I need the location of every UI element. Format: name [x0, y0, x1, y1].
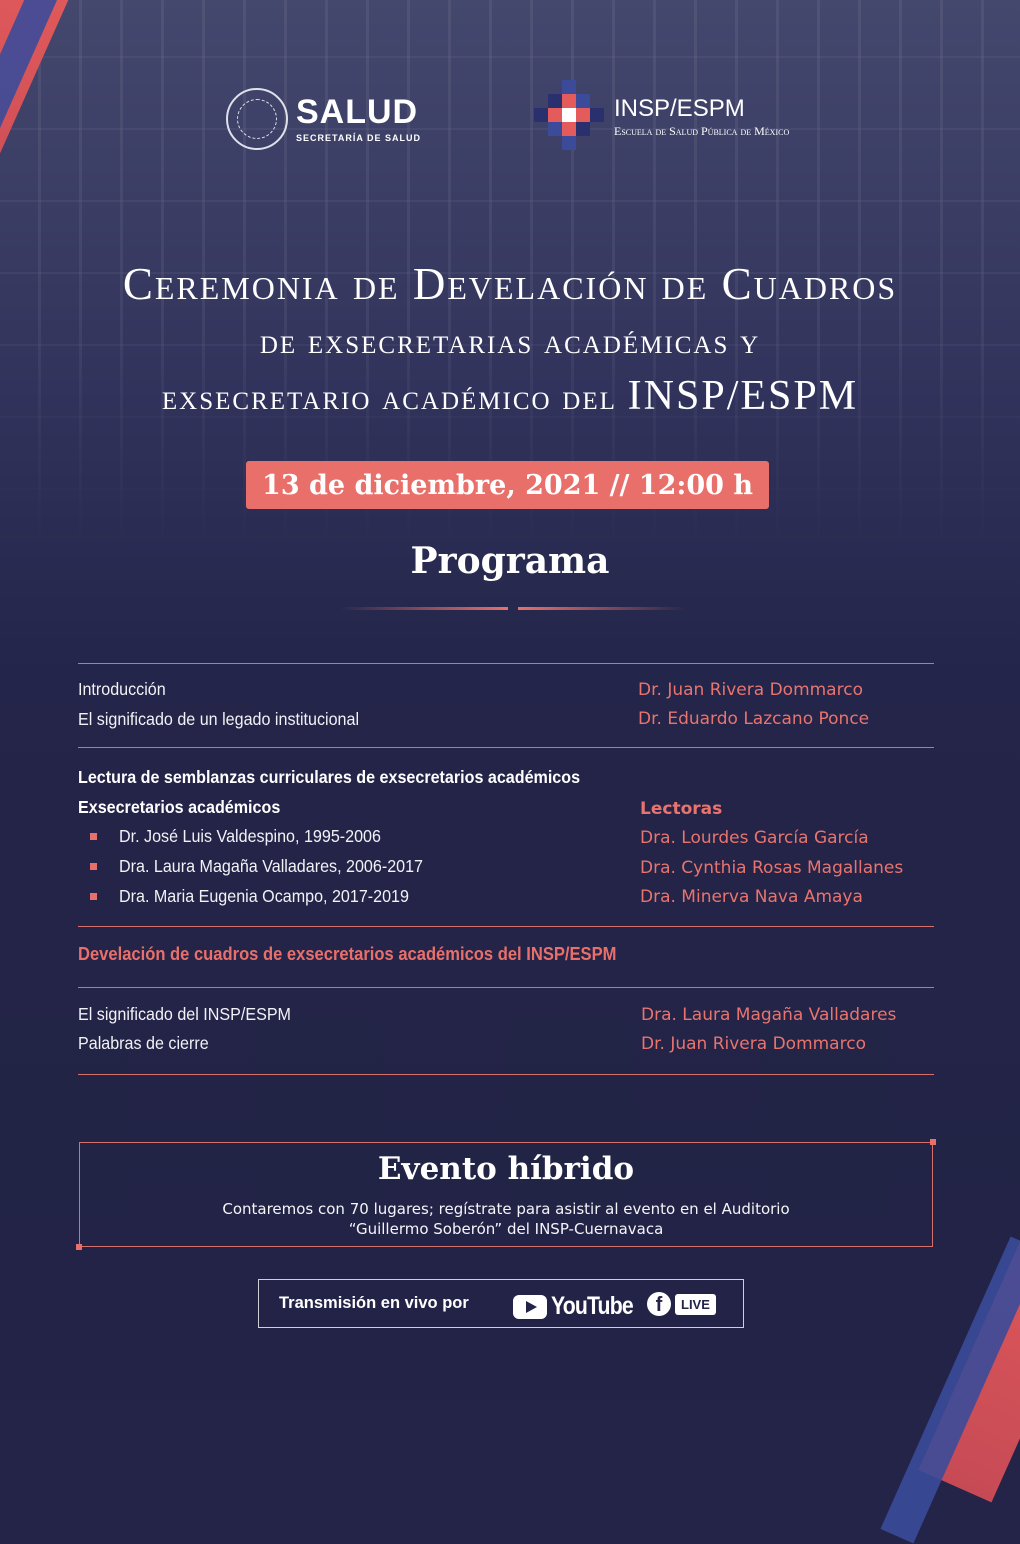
divider — [78, 663, 934, 664]
section-heading: Lectura de semblanzas curriculares de exsecretarios académicos — [78, 767, 581, 787]
speaker-name: Dr. Juan Rivera Dommarco — [638, 680, 863, 700]
agenda-item: Palabras de cierre — [78, 1033, 209, 1053]
divider — [78, 987, 934, 988]
hybrid-event-box — [79, 1142, 933, 1247]
salud-logo — [226, 88, 421, 150]
corner-accent — [930, 1139, 936, 1145]
hybrid-event-description — [80, 1199, 932, 1239]
list-item: Dra. Maria Eugenia Ocampo, 2017-2019 — [90, 886, 434, 907]
readers-heading: Lectoras — [640, 799, 723, 819]
agenda-item: Introducción — [78, 679, 166, 699]
speaker-name: Dra. Cynthia Rosas Magallanes — [640, 858, 904, 878]
programa-rule-right — [518, 607, 686, 610]
speaker-name: Dra. Laura Magaña Valladares — [641, 1005, 897, 1025]
youtube-play-icon — [513, 1295, 547, 1319]
hybrid-event-line2: “Guillermo Soberón” del INSP-Cuernavaca — [348, 1220, 664, 1238]
agenda-item: El significado del INSP/ESPM — [78, 1004, 291, 1024]
event-title-line3-text: exsecretario académico del — [161, 378, 628, 417]
youtube-wordmark: YouTube — [551, 1292, 633, 1320]
speaker-name: Dra. Minerva Nava Amaya — [640, 887, 863, 907]
insp-mark-icon — [532, 80, 606, 154]
list-item: Dr. José Luis Valdespino, 1995-2006 — [90, 826, 404, 847]
event-title-line1: Ceremonia de Develación de Cuadros — [122, 259, 898, 309]
speaker-name: Dr. Eduardo Lazcano Ponce — [638, 709, 870, 729]
salud-logo-title: SALUD — [296, 93, 419, 131]
agenda-item: El significado de un legado institucional — [78, 709, 360, 729]
facebook-live-badge: LIVE — [675, 1294, 716, 1315]
facebook-icon: f — [647, 1292, 671, 1316]
stream-box — [258, 1279, 744, 1328]
mexico-seal-icon — [226, 88, 288, 150]
insp-logo — [532, 80, 789, 154]
date-badge: 13 de diciembre, 2021 // 12:00 h — [246, 461, 769, 509]
list-item: Dra. Laura Magaña Valladares, 2006-2017 — [90, 856, 449, 877]
section-subheading: Exsecretarios académicos — [78, 797, 281, 817]
divider — [78, 1074, 934, 1075]
bullet-icon — [90, 863, 97, 870]
event-title-line3 — [0, 372, 1020, 420]
insp-logo-subtitle: Escuela de Salud Pública de México — [614, 123, 790, 138]
speaker-name: Dra. Lourdes García García — [640, 828, 869, 848]
salud-logo-subtitle: SECRETARÍA DE SALUD — [296, 133, 422, 143]
insp-logo-title: INSP/ESPM — [614, 94, 745, 122]
facebook-live-link[interactable] — [647, 1292, 716, 1316]
event-title-line2: de exsecretarias académicas y — [259, 322, 761, 361]
youtube-link[interactable] — [513, 1292, 647, 1321]
hybrid-event-title: Evento híbrido — [377, 1151, 635, 1187]
divider — [78, 747, 934, 748]
corner-accent — [76, 1244, 82, 1250]
bullet-icon — [90, 833, 97, 840]
divider — [78, 926, 934, 927]
bullet-icon — [90, 893, 97, 900]
programa-rule-left — [340, 607, 508, 610]
hybrid-event-line1: Contaremos con 70 lugares; regístrate para asistir al evento en el Auditorio — [222, 1200, 790, 1218]
stream-label: Transmisión en vivo por — [279, 1294, 469, 1312]
programa-heading: Programa — [410, 540, 610, 582]
speaker-name: Dr. Juan Rivera Dommarco — [641, 1034, 866, 1054]
event-title-insp: INSP/ESPM — [627, 373, 859, 419]
unveiling-heading: Develación de cuadros de exsecretarios académicos del INSP/ESPM — [78, 944, 617, 964]
